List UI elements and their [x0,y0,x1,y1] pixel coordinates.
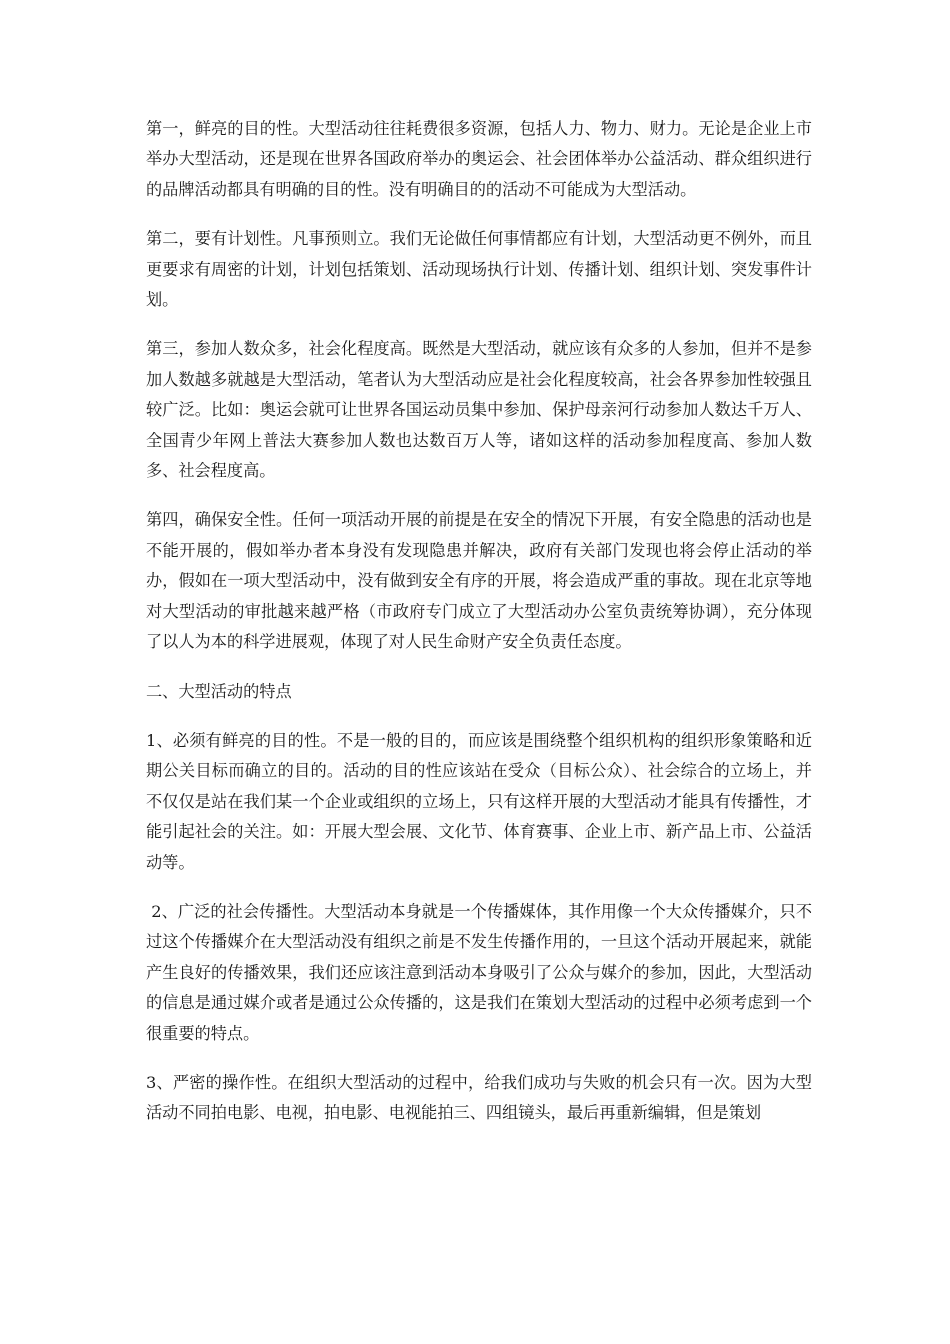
paragraph-planning: 第二，要有计划性。凡事预则立。我们无论做任何事情都应有计划，大型活动更不例外，而且更要求有周密的计划，计划包括策划、活动现场执行计划、传播计划、组织计划、突发事件计划。 [146,229,812,310]
paragraph-feature-3: 3、严密的操作性。在组织大型活动的过程中，给我们成功与失败的机会只有一次。因为大型活动不同拍电影、电视，拍电影、电视能拍三、四组镜头，最后再重新编辑，但是策划 [146,1072,812,1123]
paragraph-feature-1: 1、必须有鲜亮的目的性。不是一般的目的，而应该是围绕整个组织机构的组织形象策略和近期公关目标而确立的目的。活动的目的性应该站在受众（目标公众）、社会综合的立场上，并不仅仅是站在我们某一个企业或组织的立场上，只有这样开展的大型活动才能具有传播性，才能引起社会的关注。如：开展大型会展、文化节、体育赛事、企业上市、新产品上市、公益活动等。 [146,730,812,872]
document-body [146,114,812,1148]
paragraph-safety: 第四，确保安全性。任何一项活动开展的前提是在安全的情况下开展，有安全隐患的活动也是不能开展的，假如举办者本身没有发现隐患并解决，政府有关部门发现也将会停止活动的举办，假如在一项大型活动中，没有做到安全有序的开展，将会造成严重的事故。现在北京等地对大型活动的审批越来越严格（市政府专门成立了大型活动办公室负责统筹协调），充分体现了以人为本的科学进展观，体现了对人民生命财产安全负责任态度。 [146,510,812,652]
paragraph-participation: 第三，参加人数众多，社会化程度高。既然是大型活动，就应该有众多的人参加，但并不是参加人数越多就越是大型活动，笔者认为大型活动应是社会化程度较高，社会各界参加性较强且较广泛。比如：奥运会就可让世界各国运动员集中参加、保护母亲河行动参加人数达千万人、全国青少年网上普法大赛参加人数也达数百万人等，诸如这样的活动参加程度高、参加人数多、社会程度高。 [146,339,812,481]
section-heading: 二、大型活动的特点 [146,681,292,701]
paragraph-purpose: 第一，鲜亮的目的性。大型活动往往耗费很多资源，包括人力、物力、财力。无论是企业上市举办大型活动，还是现在世界各国政府举办的奥运会、社会团体举办公益活动、群众组织进行的品牌活动都具有明确的目的性。没有明确目的的活动不可能成为大型活动。 [146,119,812,199]
paragraph-feature-2: 2、广泛的社会传播性。大型活动本身就是一个传播媒体，其作用像一个大众传播媒介，只不过这个传播媒介在大型活动没有组织之前是不发生传播作用的，一旦这个活动开展起来，就能产生良好的传播效果，我们还应该注意到活动本身吸引了公众与媒介的参加，因此，大型活动的信息是通过媒介或者是通过公众传播的，这是我们在策划大型活动的过程中必须考虑到一个很重要的特点。 [146,901,813,1043]
